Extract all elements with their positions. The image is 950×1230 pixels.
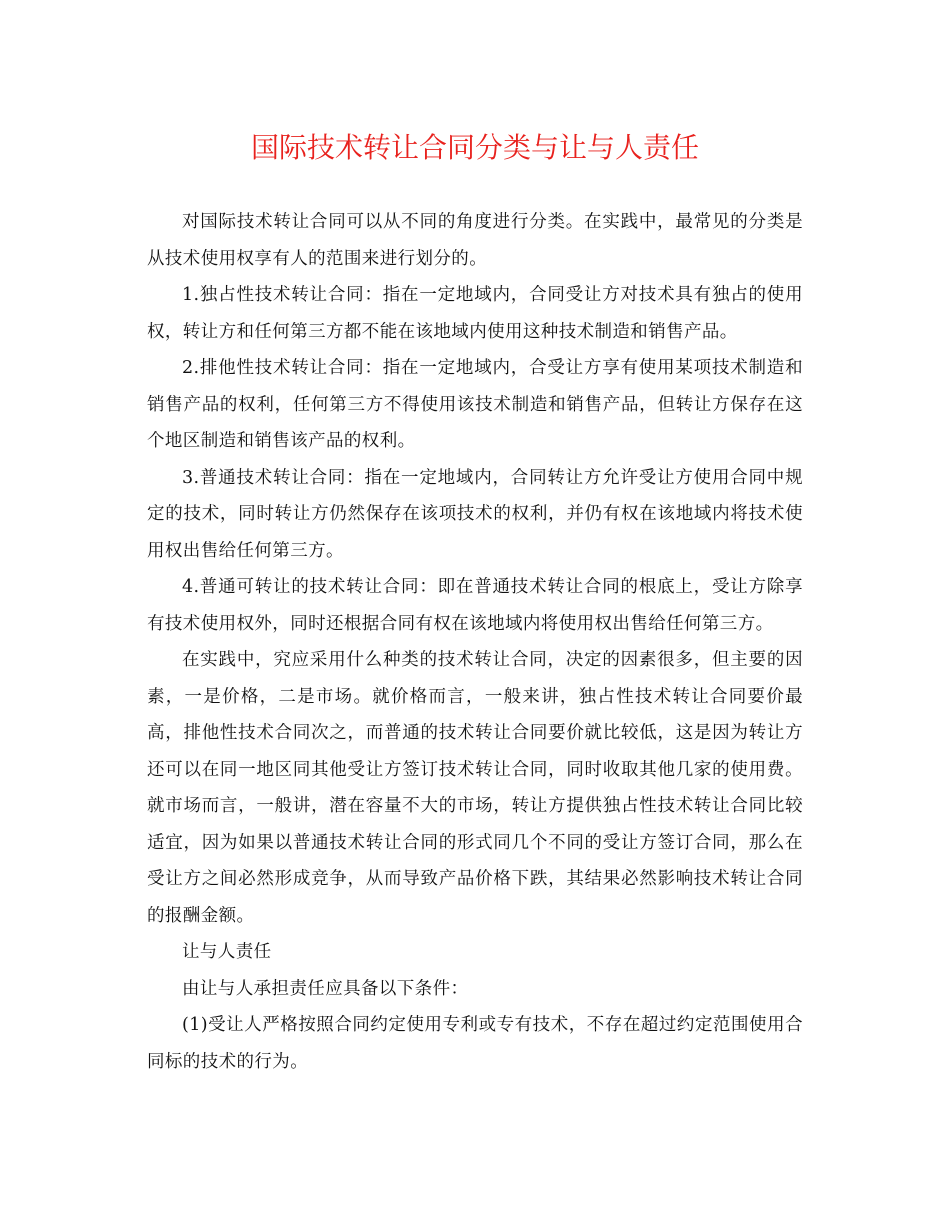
paragraph-exclusive-contract: 1.独占性技术转让合同：指在一定地域内，合同受让方对技术具有独占的使用权，转让方和任何第三方都不能在该地域内使用这种技术制造和销售产品。	[147, 285, 803, 342]
paragraph-condition-1: (1)受让人严格按照合同约定使用专利或专有技术，不存在超过约定范围使用合同标的技术的行为。	[147, 1015, 803, 1072]
section-heading-transferor-liability: 让与人责任	[182, 942, 272, 962]
paragraph-selection-factors: 在实践中，究应采用什么种类的技术转让合同，决定的因素很多，但主要的因素，一是价格，二是市场。就价格而言，一般来讲，独占性技术转让合同要价最高，排他性技术合同次之，而普通的技术转让合同要价就比较低，这是因为转让方还可以在同一地区同其他受让方签订技术转让合同，同时收取其他几家的使用费。就市场而言，一般讲，潜在容量不大的市场，转让方提供独占性技术转让合同比较适宜，因为如果以普通技术转让合同的形式同几个不同的受让方签订合同，那么在受让方之间必然形成竞争，从而导致产品价格下跌，其结果必然影响技术转让合同的报酬金额。	[147, 650, 803, 926]
document-body	[147, 204, 803, 1080]
paragraph-transferable-contract: 4.普通可转让的技术转让合同：即在普通技术转让合同的根底上，受让方除享有技术使用权外，同时还根据合同有权在该地域内将使用权出售给任何第三方。	[147, 577, 803, 634]
paragraph-sole-contract: 2.排他性技术转让合同：指在一定地域内，合受让方享有使用某项技术制造和销售产品的权利，任何第三方不得使用该技术制造和销售产品，但转让方保存在这个地区制造和销售该产品的权利。	[147, 358, 803, 451]
document-title: 国际技术转让合同分类与让与人责任	[250, 131, 699, 164]
paragraph-simple-contract: 3.普通技术转让合同：指在一定地域内，合同转让方允许受让方使用合同中规定的技术，同时转让方仍然保存在该项技术的权利，并仍有权在该地域内将技术使用权出售给任何第三方。	[147, 467, 803, 561]
paragraph-liability-conditions: 由让与人承担责任应具备以下条件：	[182, 978, 469, 999]
paragraph-intro: 对国际技术转让合同可以从不同的角度进行分类。在实践中，最常见的分类是从技术使用权享有人的范围来进行划分的。	[147, 212, 803, 269]
